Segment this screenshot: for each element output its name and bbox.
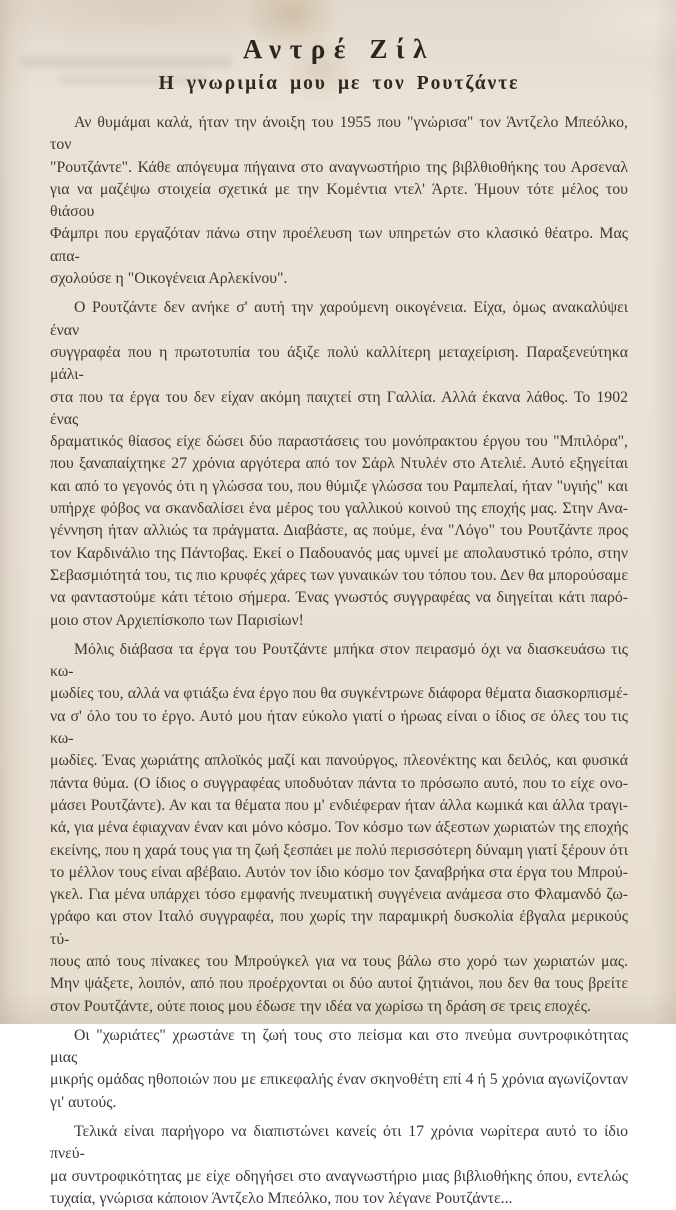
text-line: συγγραφέα που η πρωτοτυπία του άξιζε πολύ καλλίτερη μεταχείριση. Παραξενεύτηκα μάλι- bbox=[50, 343, 628, 384]
paragraph-list bbox=[50, 112, 628, 1210]
text-line: στον Ρουτζάντε, ούτε ποιος μου έδωσε την ιδέα να χωρίσω τη δράση σε τρεις εποχές. bbox=[50, 997, 591, 1015]
text-line: δραματικός θίασος είχε δώσει δύο παραστάσεις του μονόπρακτου έργου του "Μπιλόρα", bbox=[50, 433, 628, 451]
text-line: γι' αυτούς. bbox=[50, 1093, 117, 1111]
text-line: που ξαναπαίχτηκε 27 χρόνια αργότερα από τον Σάρλ Ντυλέν στο Ατελιέ. Αυτό εξηγείται bbox=[50, 455, 628, 473]
text-line: να σ' όλο του το έργο. Αυτό μου ήταν εύκολο γιατί ο ήρωας είναι ο ίδιος σε όλες του τις κω- bbox=[50, 707, 628, 748]
text-line: σχολούσε η "Οικογένεια Αρλεκίνου". bbox=[50, 270, 288, 288]
document-subtitle: Η γνωριμία μου με τον Ρουτζάντε bbox=[158, 73, 520, 94]
paragraph-3 bbox=[50, 639, 628, 1018]
paragraph-1 bbox=[50, 112, 628, 290]
text-line: γκελ. Για μένα υπάρχει τόσο εμφανής πνευματική συγγένεια ανάμεσα στο Φλαμανδό ζω- bbox=[50, 886, 628, 904]
text-line: μωδίες. Ένας χωριάτης απλοϊκός μαζί και πανούργος, πλεονέκτης και δειλός, και φυσικά bbox=[50, 752, 628, 770]
text-line: Τελικά είναι παρήγορο να διαπιστώνει κανείς ότι 17 χρόνια νωρίτερα αυτό το ίδιο πνεύ- bbox=[50, 1123, 628, 1163]
text-line: το μέλλον τους είναι αβέβαιο. Αυτόν τον ίδιο κόσμο τον ξαναβρήκα στα έργα του Μπρού- bbox=[50, 863, 628, 881]
text-line: Μην ψάξετε, λοιπόν, από που προέρχονται οι δύο αυτοί ζητιάνοι, που δεν θα τους βρείτε bbox=[50, 975, 628, 993]
text-line: υπήρχε φόβος να σκανδαλίσει ένα μέρος του γαλλικού κοινού της εποχής μας. Στην Ανα- bbox=[50, 500, 628, 518]
text-line: μωδίες του, αλλά να φτιάξω ένα έργο που θα συγκέντρωνε διάφορα θέματα διασκορπισμέ- bbox=[50, 685, 628, 703]
text-line: "Ρουτζάντε". Κάθε απόγευμα πήγαινα στο αναγνωστήριο της βιβλθιοθήκης του Αρσεναλ bbox=[50, 158, 628, 176]
text-line: πους από τους πίνακες του Μπρούγκελ για να τους βάλω στο χορό των χωριατών μας. bbox=[50, 952, 628, 970]
text-line: Αν θυμάμαι καλά, ήταν την άνοιξη του 1955 που "γνώρισα" τον Άντζελο Μπεόλκο, τον bbox=[50, 114, 628, 154]
text-line: Φάμπρι που εργαζόταν πάνω στην προέλευση των υπηρετών στο κλασικό θέατρο. Μας απα- bbox=[50, 225, 628, 265]
text-line: και από το γεγονός ότι η γλώσσα του, που θύμιζε γλώσσα του Ραμπελαί, ήταν "υγιής" και bbox=[50, 477, 628, 495]
text-line: Οι "χωριάτες" χρωστάνε τη ζωή τους στο πείσμα και στο πνεύμα συντροφικότητας μιας bbox=[50, 1026, 628, 1067]
document-title: Αντρέ Ζίλ bbox=[242, 34, 436, 64]
text-line: γράφο και στον Ιταλό συγγραφέα, που χωρίς την παραμικρή δυσκολία έβγαλα μερικούς τύ- bbox=[50, 908, 628, 948]
text-line: στα που τα έργα του δεν είχαν ακόμη παιχτεί στη Γαλλία. Αλλά έκανα λάθος. Το 1902 ένας bbox=[50, 388, 628, 428]
text-line: μα συντροφικότητας με είχε οδηγήσει στο αναγνωστήριο μιας βιβλιοθήκης όπου, εντελώς bbox=[50, 1167, 628, 1185]
paragraph-4 bbox=[50, 1025, 628, 1114]
text-line: μοιο στον Αρχιεπίσκοπο των Παρισίων! bbox=[50, 611, 304, 629]
text-line: κά, για μένα έφιαχναν έναν και μόνο κόσμο. Τον κόσμο των άξεστων χωριατών της εποχής bbox=[50, 819, 628, 837]
text-line: Ο Ρουτζάντε δεν ανήκε σ' αυτή την χαρούμενη οικογένεια. Είχα, όμως ανακαλύψει έναν bbox=[50, 299, 628, 339]
text-line: γέννηση ήταν αλλιώς τα πράγματα. Διαβάστε, ας πούμε, ένα "Λόγο" του Ρουτζάντε προς bbox=[50, 522, 628, 540]
text-line: Σεβασμιότητά του, τις πιο κρυφές χάρες των γυναικών του τόπου του. Δεν θα μπορούσαμε bbox=[50, 566, 628, 584]
text-line: τυχαία, γνώρισα κάποιον Άντζελο Μπεόλκο, που τον λέγανε Ρουτζάντε... bbox=[50, 1189, 513, 1207]
paragraph-2 bbox=[50, 297, 628, 631]
text-line: για να μαζέψω στοιχεία σχετικά με την Κομέντια ντελ' Άρτε. Ήμουν τότε μέλος του θιάσου bbox=[50, 180, 628, 221]
text-line: πάντα θύμα. (Ο ίδιος ο συγγραφέας υποδυόταν πάντα το πρόσωπο αυτό, που το είχε ονο- bbox=[50, 774, 628, 792]
text-line: να φανταστούμε κάτι τέτοιο σήμερα. Ένας γνωστός συγγραφέας να διηγείται κάτι παρό- bbox=[50, 589, 628, 607]
text-line: Μόλις διάβασα τα έργα του Ρουτζάντε μπήκα στον πειρασμό όχι να διασκευάσω τις κω- bbox=[50, 640, 628, 681]
paragraph-5 bbox=[50, 1121, 628, 1210]
text-line: εκείνης, που η χαρά τους για τη ζωή ξεσπάει με πολύ περισσότερη δύναμη γιατί ξέρουν ότι bbox=[50, 841, 628, 859]
text-line: μάσει Ρουτζάντε). Αν και τα θέματα που μ' ενδιέφεραν ήταν άλλα κωμικά και άλλα τραγι- bbox=[50, 796, 628, 814]
text-line: τον Καρδινάλιο της Πάντοβας. Εκεί ο Παδουανός μας υμνεί με απολαυστικό τρόπο, στην bbox=[50, 544, 628, 562]
text-line: μικρής ομάδας ηθοποιών που με επικεφαλής έναν σκηνοθέτη επί 4 ή 5 χρόνια αγωνίζονταν bbox=[50, 1071, 628, 1089]
